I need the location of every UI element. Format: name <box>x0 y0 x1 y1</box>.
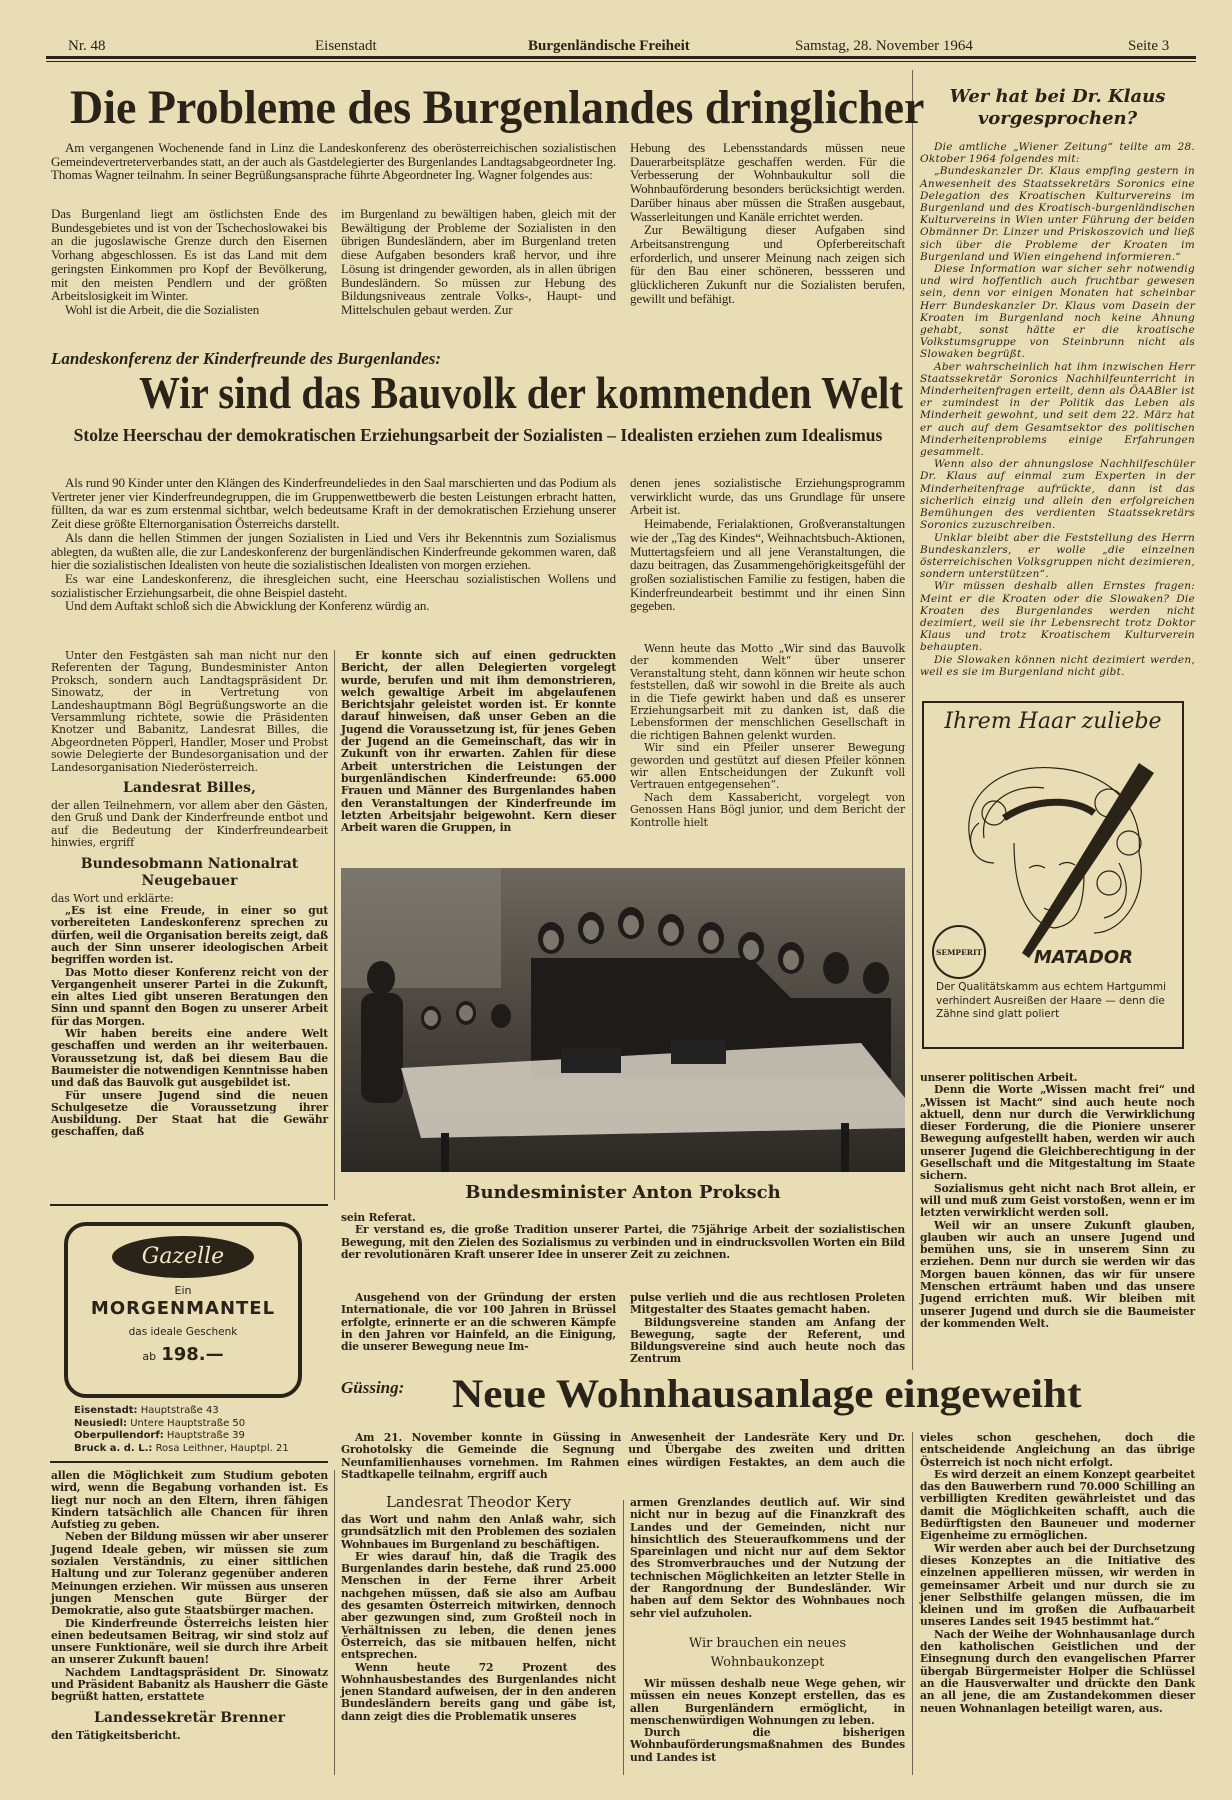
store-address: Hauptstraße 39 <box>166 1430 245 1441</box>
paragraph: Bildungsvereine standen am Anfang der Bewegung, sagte der Referent, und Bildungsvereine sind auch heute noch das Zentrum <box>630 1315 905 1366</box>
column-divider <box>334 1470 335 1775</box>
paragraph: Er konnte sich auf einen gedruckten Bericht, der allen Delegierten vorgelegt wurde, berufen und mit ihm demonstrieren, welch gewaltige Arbeit im abgelaufenen Berichtsjahr geleistet worden ist. Er konnte darauf hinweisen, daß unser Geben an die Jugend die Voraussetzung ist, für jenes Geben der Jugend an die Gemeinschaft, das wir in Zukunft von ihr erwarten. Zahlen für diese Arbeit unterstrichen die Leistungen der burgenländischen Kinderfreunde: 65.000 Frauen und Männer des Burgenlandes haben den Veranstaltungen der Kinderfreunde im letzten Arbeitsjahr beigewohnt. Kern dieser Arbeit waren die Gruppen, in <box>341 649 616 835</box>
kinder-intro <box>51 476 616 644</box>
quote-paragraph: Das Motto dieser Konferenz reicht von der Vergangenheit unserer Partei in die Zukunft, ein altes Lied gibt unseren Beratungen den Sinn und spannt den Bogen zu unserer Arbeit für das Morgen. <box>51 965 328 1028</box>
paragraph: Unklar bleibt aber die Feststellung des Herrn Bundeskanzlers, er wolle „die einzelnen österreichischen Volksgruppen nicht dezimieren, sondern unterstützen“. <box>920 531 1195 581</box>
subheading: Landesrat Billes, <box>123 780 256 797</box>
paragraph: Wir müssen deshalb neue Wege gehen, wir müssen ein neues Konzept erstellen, das es allen Burgenländern ermöglicht, in menschenwürdigen Wohnungen zu leben. <box>630 1676 905 1727</box>
ad-slogan: Ihrem Haar zuliebe <box>944 709 1162 734</box>
paragraph: Wenn also der ahnungslose Nachhilfeschüler Dr. Klaus auf einmal zum Experten in der Minderheitenfrage aufrückte, dann ist das sicherlich einzig und allein den erfolgreichen Bemühungen des verdienten Staatssekretärs Soronics zuzuschreiben. <box>920 458 1195 532</box>
kinder-headline: Wir sind das Bauvolk der kommenden Welt <box>139 367 904 418</box>
column-divider <box>912 70 913 1370</box>
subheading: Bundesobmann Nationalrat Neugebauer <box>80 855 299 889</box>
gazelle-ad <box>64 1222 302 1398</box>
store-address: Hauptstraße 43 <box>140 1405 219 1416</box>
paragraph: Die Kinderfreunde Österreichs leisten hier einen bedeutsamen Beitrag, wir sind stolz auf unsere Funktionäre, weil sie durch ihre Arbeit an unserer Zukunft bauen! <box>51 1616 328 1667</box>
paragraph: Unter den Festgästen sah man nicht nur den Referenten der Tagung, Bundesminister Anton Proksch, sondern auch Landtagspräsident Dr. Sinowatz, der in Vertretung von Landeshauptmann Bögl Begrüßungsworte an die Versammlung richtete, sowie die Präsidenten Knotzer und Babanitz, Landesrat Billes, die Abgeordneten Pöpperl, Handler, Moser und Probst sowie Delegierte der Bundesorganisation und der Landesorganisation Niederösterreich. <box>51 649 328 774</box>
linz-column-2 <box>341 207 616 335</box>
klaus-body <box>920 141 1195 689</box>
linz-column-1 <box>51 207 327 335</box>
paragraph: vieles schon geschehen, doch die entscheidende Angleichung an das übrige Österreich ist noch nicht erfolgt. <box>920 1431 1195 1469</box>
referat-column-1 <box>341 1292 616 1358</box>
paragraph: Am vergangenen Wochenende fand in Linz die Landeskonferenz des oberösterreichischen sozialistischen Gemeindevertreterverbandes statt, an der auch als Gastdelegierter des Burgenlandes Landtagsabgeordneter Ing. Thomas Wagner teilnahm. In seiner Begrüßungsansprache führte Abgeordneter Ing. Wagner folgendes aus: <box>51 140 616 183</box>
kinder-column-3 <box>630 643 905 865</box>
referat-column-2 <box>630 1291 905 1366</box>
linz-intro <box>51 141 616 199</box>
quote-paragraph: „Es ist eine Freude, in einer so gut vorbereiteten Landeskonferenz sprechen zu dürfen, weil die Organisation bereits zeigt, daß auch der Sinn unserer ideologischen Arbeit begriffen worden ist. <box>51 904 328 967</box>
guessing-column-a <box>341 1494 616 1776</box>
paragraph: Er wies darauf hin, daß die Tragik des Burgenlandes darin bestehe, daß rund 25.000 Menschen in der Ferne ihrer Arbeit nachgehen müssen, daß sie also am Aufbau des gesamten Österreich mitwirken, dennoch aber gezwungen sind, zum Großteil noch in Verhältnissen zu leben, die denen jenes Österreich, das sie mitbauen helfen, nicht entsprechen. <box>341 1549 616 1662</box>
referat-text <box>341 1212 905 1286</box>
ad-line: Ein <box>174 1284 192 1297</box>
kinder-left-bottom <box>51 1470 328 1780</box>
store-item <box>74 1405 324 1418</box>
paragraph: Und dem Auftakt schloß sich die Abwicklung der Konferenz würdig an. <box>65 598 430 614</box>
guessing-column-b <box>630 1497 905 1777</box>
guessing-intro <box>341 1432 905 1488</box>
kinder-kicker: Landeskonferenz der Kinderfreunde des Burgenlandes: <box>51 349 442 368</box>
store-town: Eisenstadt: <box>74 1405 138 1416</box>
paragraph: Denn die Worte „Wissen macht frei“ und „Wissen ist Macht“ sind auch heute noch aktuell, denn nur durch die Verwirklichung dieser Forderung, die die Pioniere unserer Bewegung aufgestellt haben, werden wir auch unserer Jugend die Gleichberechtigung in der Gesellschaft und die Mitgestaltung im Staate sichern. <box>920 1083 1195 1183</box>
photo-caption: Bundesminister Anton Proksch <box>465 1182 781 1203</box>
page-number: Seite 3 <box>1128 38 1170 54</box>
kinder-column-3-top <box>630 476 905 646</box>
paragraph: allen die Möglichkeit zum Studium geboten wird, wenn die Begabung vorhanden ist. Es liegt nur noch an den Eltern, ihren fähigen Kindern tatsächlich alle Chancen für ihren Aufstieg zu geben. <box>51 1469 328 1532</box>
quote-paragraph: Wir haben bereits eine andere Welt geschaffen und werden an ihr weiterbauen. Voraussetzung ist, daß bei diesem Bau die Baumeister die notwendigen Kenntnisse haben und daß das Bauvolk gut ausgebildet ist. <box>51 1027 328 1090</box>
paragraph: „Bundeskanzler Dr. Klaus empfing gestern in Anwesenheit des Staatssekretärs Soronics eine Delegation des Kroatischen Kulturvereins im Burgenland und des Kroatisch-burgenländischen Kulturvereins in Wien unter Führung der beiden Obmänner Dr. Linzer und Priskoszovich und ließ sich über die Probleme der Kroaten im Burgenland und Wien eingehend informieren.“ <box>920 165 1195 263</box>
semperit-logo: SEMPERIT <box>932 925 986 979</box>
column-divider <box>623 1500 624 1775</box>
paragraph: Weil wir an unsere Zukunft glauben, glauben wir auch an unsere Jugend und bemühen uns, sie in unserem Sinn zu erziehen. Denn nur durch sie werden wir das Morgen bauen können, das wir für unsere Menschen erträumt haben und das unsere Jugend errichten muß. Wir bleiben mit unserer Jugend und durch sie die Baumeister der kommenden Welt. <box>920 1218 1195 1330</box>
paragraph: Nach dem Kassabericht, vorgelegt von Genossen Hans Bögl junior, und dem Bericht der Kontrolle hielt <box>630 790 905 829</box>
paragraph: Zur Bewältigung dieser Aufgaben sind Arbeitsanstrengung und Opferbereitschaft erforderlich, und unserer Meinung nach zeigen sich für den Bau einer schöneren, bessseren und glücklicheren Zukunft nur die Sozialisten berufen, gewillt und befähigt. <box>630 222 905 306</box>
paragraph: Als rund 90 Kinder unter den Klängen des Kinderfreundeliedes in den Saal marschierten und das Podium als Vertreter jener vier Kinderfreundegruppen, die im Gruppenwettbewerb die besten Leistungen erbracht hatten, füllten, da war es zum erstenmal sichtbar, welch bedeutsame Kraft in der demokratischen Erziehung unserer Zeit diese größte Elternorganisation Österreichs darstellt. <box>51 475 616 532</box>
paragraph: Heimabende, Ferialaktionen, Großveranstaltungen wie der „Tag des Kindes“, Weihnachtsbuch-Aktionen, Muttertagsfeiern und all jene Veranstaltungen, die dazu beitragen, das Zusammengehörigkeitsgefühl der großen sozialistischen Familie zu festigen, haben die Kinderfreundearbeit bestimmt und ihr einen Sinn gegeben. <box>630 516 905 614</box>
ad-rule-top <box>50 1204 328 1206</box>
store-address: Rosa Leithner, Hauptpl. 21 <box>155 1442 289 1454</box>
paragraph: sein Referat. <box>341 1211 416 1224</box>
conference-photo <box>341 868 905 1172</box>
paragraph: Am 21. November konnte in Güssing in Anwesenheit der Landesräte Kery und Dr. Grohotolsky die Gemeinde die Segnung und Übergabe des zweiten und dritten Neunfamilienhauses vornehmen. Im Rahmen eines würdigen Festaktes, an dem auch die Stadtkapelle teilnahm, ergriff auch <box>341 1431 905 1481</box>
paragraph: unserer politischen Arbeit. <box>920 1071 1078 1084</box>
guessing-kicker: Güssing: <box>341 1378 405 1397</box>
paragraph: Wir werden aber auch bei der Durchsetzung dieses Konzeptes an die Initiative des einzelnen appellieren müssen, wir werden in gemeinsamer Arbeit und nur durch sie zu jener Selbsthilfe gelangen müssen, die im kleinen und im großen die Aufbauarbeit unseres Landes seit 1945 bestimmt hat.“ <box>920 1541 1195 1629</box>
column-divider <box>912 1432 913 1775</box>
price-prefix: ab <box>142 1350 157 1363</box>
ad-price <box>68 1344 298 1365</box>
linz-headline-box <box>51 81 925 138</box>
paragraph: Ausgehend von der Gründung der ersten Internationale, die vor 100 Jahren in Brüssel erfolgte, erinnerte er an die schweren Kämpfe in den Jahren vor Hainfeld, an die Einigung, die unserer Bewegung neue Im- <box>341 1291 616 1354</box>
paragraph: armen Grenzlandes deutlich auf. Wir sind nicht nur in bezug auf die Finanzkraft des Landes und der Gemeinden, nicht nur hinsichtlich des Steueraufkommens und der Spareinlagen und nicht nur auf dem Sektor des Stromverbrauches und der Nutzung der technischen Möglichkeiten an letzter Stelle in der Rangordnung der Bundesländer. Wir haben auf dem Sektor des Wohnbaues noch sehr viel aufzuholen. <box>630 1496 905 1620</box>
paragraph: Nachdem Landtagspräsident Dr. Sinowatz und Präsident Babanitz als Hausherr die Gäste begrüßt hatten, erstattete <box>51 1665 328 1704</box>
store-town: Oberpullendorf: <box>74 1430 164 1441</box>
paragraph: Wir müssen deshalb allen Ernstes fragen: Meint er die Kroaten oder die Slowaken? Die Kroaten des Burgenlandes werden nicht dezimiert, weil sie ihr Lebensrecht trotz Doktor Klaus und trotz Kroatischem Kulturverein behaupten. <box>920 580 1195 654</box>
paragraph: Er verstand es, die große Tradition unserer Partei, die 75jährige Arbeit der sozialistischen Bewegung, mit den Zielen des Sozialismus zu verbinden und in eindrucksvollen Worten ein Bild der revolutionären Kraft unserer Idee in unserer Zeit zu zeichnen. <box>341 1223 905 1261</box>
kinder-right-column <box>920 1072 1195 1362</box>
kinder-subhead: Stolze Heerschau der demokratischen Erziehungsarbeit der Sozialisten – Idealisten erziehen zum Idealismus <box>73 425 883 445</box>
paragraph: denen jenes sozialistische Erziehungsprogramm verwirklicht wurde, das uns Grundlage für unsere Arbeit ist. <box>630 475 905 518</box>
paragraph: im Burgenland zu bewältigen haben, gleich mit der Bewältigung der Probleme der Sozialisten in den übrigen Bundesländern, aber im Burgenland treten diese Aufgaben besonders kraß hervor, und ihre Lösung ist dringender geworden, als in allen übrigen Bundesländern. So müssen zur Hebung des Bildungsniveaus zentrale Volks-, Haupt- und Mittelschulen gebaut werden. Zur <box>341 206 616 317</box>
masthead-rule-thin <box>46 61 1196 62</box>
subheading: Landesrat Theodor Kery <box>385 1493 572 1511</box>
guessing-headline-box <box>452 1370 1082 1420</box>
photo-image <box>341 868 905 1172</box>
matador-ad <box>922 701 1184 1049</box>
paragraph: das Wort und erklärte: <box>51 891 174 905</box>
paragraph: Durch die bisherigen Wohnbauförderungsmaßnahmen des Bundes und Landes ist <box>630 1726 905 1764</box>
paragraph: Nach der Weihe der Wohnhausanlage durch den katholischen Geistlichen und der Einsegnung durch den evangelischen Pfarrer übergab Bürgermeister Holper die Schlüssel an die Hausverwalter und drückte den Dank an all jene, die am Zustandekommen dieser neuen Wohnanlagen beteiligt waren, aus. <box>920 1627 1195 1715</box>
store-item <box>74 1443 324 1456</box>
ad-tagline: das ideale Geschenk <box>128 1326 238 1338</box>
store-town: Neusiedl: <box>74 1417 128 1429</box>
paragraph: Neben der Bildung müssen wir aber unserer Jugend Ideale geben, wir müssen sie zum sozialen Verständnis, zu einer sittlichen Haltung und zur Toleranz gegenüber anderen Meinungen erziehen. Wir müssen aus unseren jungen Menschen gute Bürger der Demokratie, also gute Staatsbürger machen. <box>51 1530 328 1618</box>
subheading: Landessekretär Brenner <box>94 1709 285 1726</box>
quote-paragraph: Für unsere Jugend sind die neuen Schulgesetze die Voraussetzung ihrer Ausbildung. Der Staat hat die Gewähr geschaffen, daß <box>51 1088 328 1139</box>
ad-rule-bottom <box>50 1461 328 1463</box>
guessing-headline: Neue Wohnhausanlage eingeweiht <box>452 1371 1082 1416</box>
issue-date: Samstag, 28. November 1964 <box>795 38 973 54</box>
linz-column-3 <box>630 141 905 335</box>
newspaper-name: Burgenländische Freiheit <box>528 38 690 54</box>
comb-icon <box>1022 763 1154 958</box>
kinder-middle-column <box>341 650 616 860</box>
guessing-column-c <box>920 1432 1195 1777</box>
paragraph: Als dann die hellen Stimmen der jungen Sozialisten in Lied und Vers ihr Bekenntnis zum Sozialismus ablegten, da wußten alle, die zur Landeskonferenz der burgenländischen Kinderfreunde gekommen waren, daß hier die sozialistischen Idealisten von heute die sozialistischen Idealisten von morgen erziehen. <box>51 529 616 573</box>
issue-number: Nr. 48 <box>68 38 106 54</box>
paragraph: Das Burgenland liegt am östlichsten Ende des Bundesgebietes und ist von der Tschechoslowakei bis an die jugoslawische Grenze durch den Eisernen Vorhang abgeschlossen. Es ist das Land mit dem geringsten Einkommen pro Kopf der Bevölkerung, mit den meisten Pendlern und der größten Arbeitslosigkeit im Winter. <box>51 206 327 304</box>
store-address: Untere Hauptstraße 50 <box>130 1417 246 1429</box>
paragraph: das Wort und nahm den Anlaß wahr, sich grundsätzlich mit den Problemen des sozialen Wohnbaues im Burgenland zu beschäftigen. <box>341 1513 616 1551</box>
paragraph: Aber wahrscheinlich hat ihm inzwischen Herr Staatssekretär Soronics Nachhilfeunterricht in Minderheitenfragen erteilt, denn als ÖAABler ist er zumindest in der Politik das Leben als Minderheit gewohnt, und seit dem 22. März hat er auch auf dem Gesamtsektor des politischen Minderheitenproblems einige Erfahrungen gesammelt. <box>920 360 1195 459</box>
paragraph: Wenn heute 72 Prozent des Wohnhausbestandes des Burgenlandes nicht jenen Standard aufweisen, der in den anderen Bundesländern bereits gang und gäbe ist, dann zeigt dies die Problematik unseres <box>341 1660 616 1723</box>
subheading: Wir brauchen ein neues Wohnbaukonzept <box>688 1635 847 1670</box>
ad-copy: Der Qualitätskamm aus echtem Hartgummi verhindert Ausreißen der Haare — denn die Zähne sind glatt poliert <box>936 981 1167 1020</box>
paragraph: Wenn heute das Motto „Wir sind das Bauvolk der kommenden Welt“ über unserer Veranstaltung steht, dann können wir heute schon feststellen, daß wir sowohl in die Breite als auch in die Tiefe gewirkt haben und daß es unserer Erziehungsarbeit mit zu danken ist, daß die Lebensformen der menschlichen Gesellschaft in die richtigen Bahnen gelenkt wurden. <box>630 642 905 742</box>
city: Eisenstadt <box>315 38 377 54</box>
gazelle-logo: Gazelle <box>112 1236 254 1278</box>
paragraph: der allen Teilnehmern, vor allem aber den Gästen, den Gruß und Dank der Kinderfreunde entbot und auf die Bedeutung der Kinderfreundearbeit hinwies, ergriff <box>51 799 328 850</box>
paragraph: pulse verlieh und die aus rechtlosen Proleten Mitgestalter des Staates gemacht haben. <box>630 1291 905 1317</box>
paragraph: Wohl ist die Arbeit, die die Sozialisten <box>65 301 260 317</box>
linz-headline: Die Probleme des Burgenlandes dringlicher <box>70 81 925 134</box>
paragraph: Die Slowaken können nicht dezimiert werden, weil es sie im Burgenland nicht gibt. <box>920 653 1195 678</box>
paragraph: Es wird derzeit an einem Konzept gearbeitet das den Bauwerbern rund 70.000 Schilling an verbilligten Krediten gewährleistet und das damit die Möglichkeiten schafft, auch die Bedürftigsten den Bauneuer und moderner Eigenheime zu ermöglichen. <box>920 1467 1195 1543</box>
kinder-left-column <box>51 650 328 1170</box>
ad-brand: MATADOR <box>1034 947 1134 968</box>
masthead-rule <box>46 56 1196 59</box>
store-item <box>74 1418 324 1431</box>
column-divider <box>334 650 335 1200</box>
store-list <box>74 1405 324 1457</box>
klaus-title: Wer hat bei Dr. Klaus vorgesprochen? <box>949 86 1166 129</box>
ad-product: MORGENMANTEL <box>90 1298 276 1319</box>
paragraph: den Tätigkeitsbericht. <box>51 1728 181 1742</box>
paragraph: Hebung des Lebensstandards müssen neue Dauerarbeitsplätze geschaffen werden. Für die Verbesserung der Wohnbaukultur soll die Wohnbauförderung besonders berücksichtigt werden. Darüber hinaus aber müssen die Straßen ausgebaut, Wasserleitungen und Kanäle errichtet werden. <box>630 140 905 224</box>
store-town: Bruck a. d. L.: <box>74 1442 153 1454</box>
paragraph: Die amtliche „Wiener Zeitung“ teilte am 28. Oktober 1964 folgendes mit: <box>920 141 1195 166</box>
paragraph: Sozialismus geht nicht nach Brot allein, er will und muß zum Geist vorstoßen, wenn er im letzten verwirklicht werden soll. <box>920 1181 1195 1220</box>
paragraph: Es war eine Landeskonferenz, die ihresgleichen sucht, eine Heerschau sozialistischen Wollens und sozialistischer Erziehungsarbeit, die ohne Beispiel dasteht. <box>51 570 616 600</box>
paragraph: Wir sind ein Pfeiler unserer Bewegung geworden und gestützt auf diesen Pfeiler können wir allen Entscheidungen der Zukunft voll Vertrauen entgegensehen“. <box>630 741 905 792</box>
store-item <box>74 1430 324 1443</box>
paragraph: Diese Information war sicher sehr notwendig und wird hoffentlich auch fruchtbar gewesen sein, denn vor einigen Monaten hat scheinbar Herr Bundeskanzler Dr. Klaus vom Dasein der Kroaten im Burgenland noch keine Ahnung gehabt, sonst hätte er die kroatische Volkstumsgruppe von Steinbrunn nicht als Slowaken begrüßt. <box>920 263 1195 361</box>
price-value: 198.— <box>161 1344 224 1365</box>
kinder-headline-box <box>92 367 904 420</box>
